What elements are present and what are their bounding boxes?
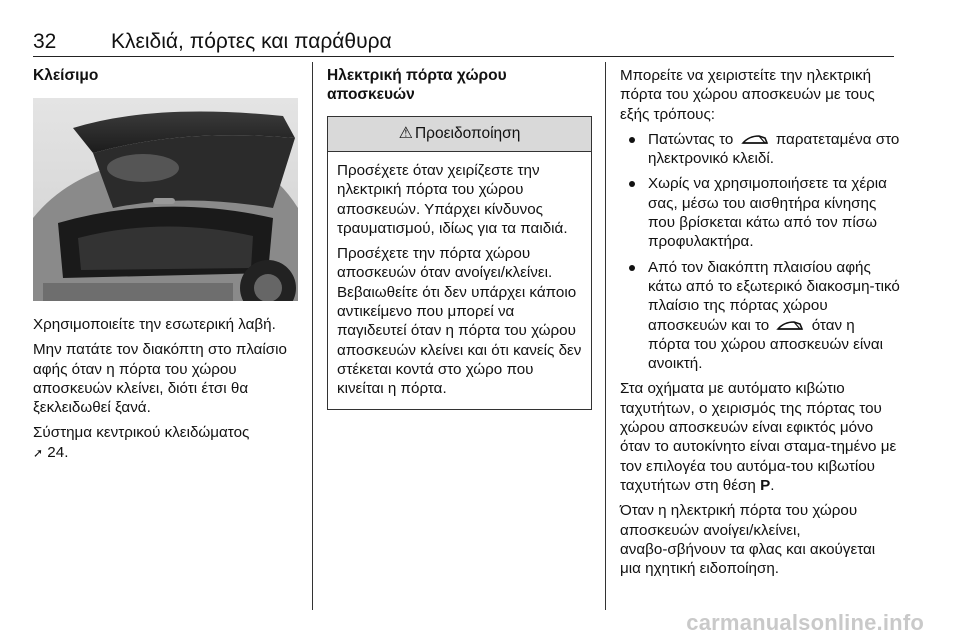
tailgate-key-icon — [776, 320, 804, 332]
paragraph-signal-feedback: Όταν η ηλεκτρική πόρτα του χώρου αποσκευών ανοίγει/κλείνει, αναβο‑σβήνουν τα φλας και ακούγεται μια ηχητική ειδοποίηση. — [620, 502, 876, 578]
column-divider — [312, 62, 313, 610]
section-title-closing: Κλείσιμο — [33, 67, 99, 84]
operation-methods-list — [620, 130, 900, 374]
warning-header — [328, 117, 591, 152]
gear-position: P — [760, 476, 771, 494]
bullet3-text-end: όταν η πόρτα του χώρου αποσκευών είναι ανοικτή. — [648, 316, 884, 373]
bullet3-text-start: Από τον διακόπτη πλαισίου αφής κάτω από το εξωτερικό διακοσμη‑τικό πλαίσιο της πόρτας χώρου αποσκευών και το — [648, 258, 900, 334]
reference-arrow-icon: ➚ — [33, 445, 44, 460]
automatic-transmission-text: Στα οχήματα με αυτόματο κιβώτιο ταχυτήτων, ο χειρισμός της πόρτας του χώρου αποσκευών είναι εφικτός μόνο όταν το αυτοκίνητο είναι σταμα‑τημένο με τον επιλογέα του αυτόμα‑του κιβωτίου ταχυτήτων στη θέση — [620, 380, 897, 494]
column-left — [33, 66, 298, 469]
page-number: 32 — [33, 30, 57, 53]
page-title: Κλειδιά, πόρτες και παράθυρα — [111, 30, 392, 53]
paragraph-inner-handle: Χρησιμοποιείτε την εσωτερική λαβή. — [33, 316, 276, 333]
watermark: carmanualsonline.info — [686, 610, 924, 635]
warning-box — [327, 116, 592, 410]
sentence-end: . — [770, 476, 775, 494]
warning-title: Προειδοποίηση — [414, 125, 521, 143]
warning-paragraph-1: Προσέχετε όταν χειρίζεστε την ηλεκτρική πόρτα του χώρου αποσκευών. Υπάρχει κίνδυνος τραυματισμού, ιδίως για τα παιδιά. — [337, 162, 568, 237]
paragraph-touch-pad-warning: Μην πατάτε τον διακόπτη στο πλαίσιο αφής όταν η πόρτα του χώρου αποσκευών κλείνει, διότι έτσι θα ξεκλειδωθεί ξανά. — [33, 341, 287, 417]
tailgate-photo — [33, 98, 298, 301]
bullet1-text-end: παρατεταμένα στο ηλεκτρονικό κλειδί. — [648, 130, 900, 168]
tailgate-key-icon — [741, 134, 769, 146]
list-item: Χωρίς να χρησιμοποιήσετε τα χέρια σας, μέσω του αισθητήρα κίνησης που βρίσκεται κάτω από τον πίσω προφυλακτήρα. — [620, 174, 900, 251]
warning-body — [328, 152, 591, 409]
column-right — [620, 66, 900, 584]
central-locking-text: Σύστημα κεντρικού κλειδώματος — [33, 424, 250, 442]
paragraph-automatic-transmission — [620, 379, 900, 495]
paragraph-operation-intro: Μπορείτε να χειριστείτε την ηλεκτρική πόρτα του χώρου αποσκευών με τους εξής τρόπους: — [620, 67, 875, 123]
page-header — [33, 30, 894, 57]
bullet1-text-start: Πατώντας το — [648, 130, 734, 148]
page-reference[interactable]: 24. — [47, 443, 69, 461]
column-divider — [605, 62, 606, 610]
list-item — [620, 258, 900, 374]
tailgate-illustration — [33, 98, 298, 301]
warning-paragraph-2: Προσέχετε την πόρτα χώρου αποσκευών όταν ανοίγει/κλείνει. Βεβαιωθείτε ότι δεν υπάρχει κάποιο αντικείμενο που μπορεί να παγιδευτεί όταν η πόρτα του χώρου αποσκευών κλείνει και ότι κανείς δεν στέκεται κοντά στο χώρο που κινείται η πόρτα. — [337, 245, 582, 398]
list-item — [620, 130, 900, 169]
column-middle — [327, 66, 592, 410]
warning-triangle-icon: ⚠ — [398, 125, 413, 143]
section-title-power-tailgate: Ηλεκτρική πόρτα χώρου αποσκευών — [327, 67, 507, 103]
paragraph-central-locking — [33, 423, 298, 463]
